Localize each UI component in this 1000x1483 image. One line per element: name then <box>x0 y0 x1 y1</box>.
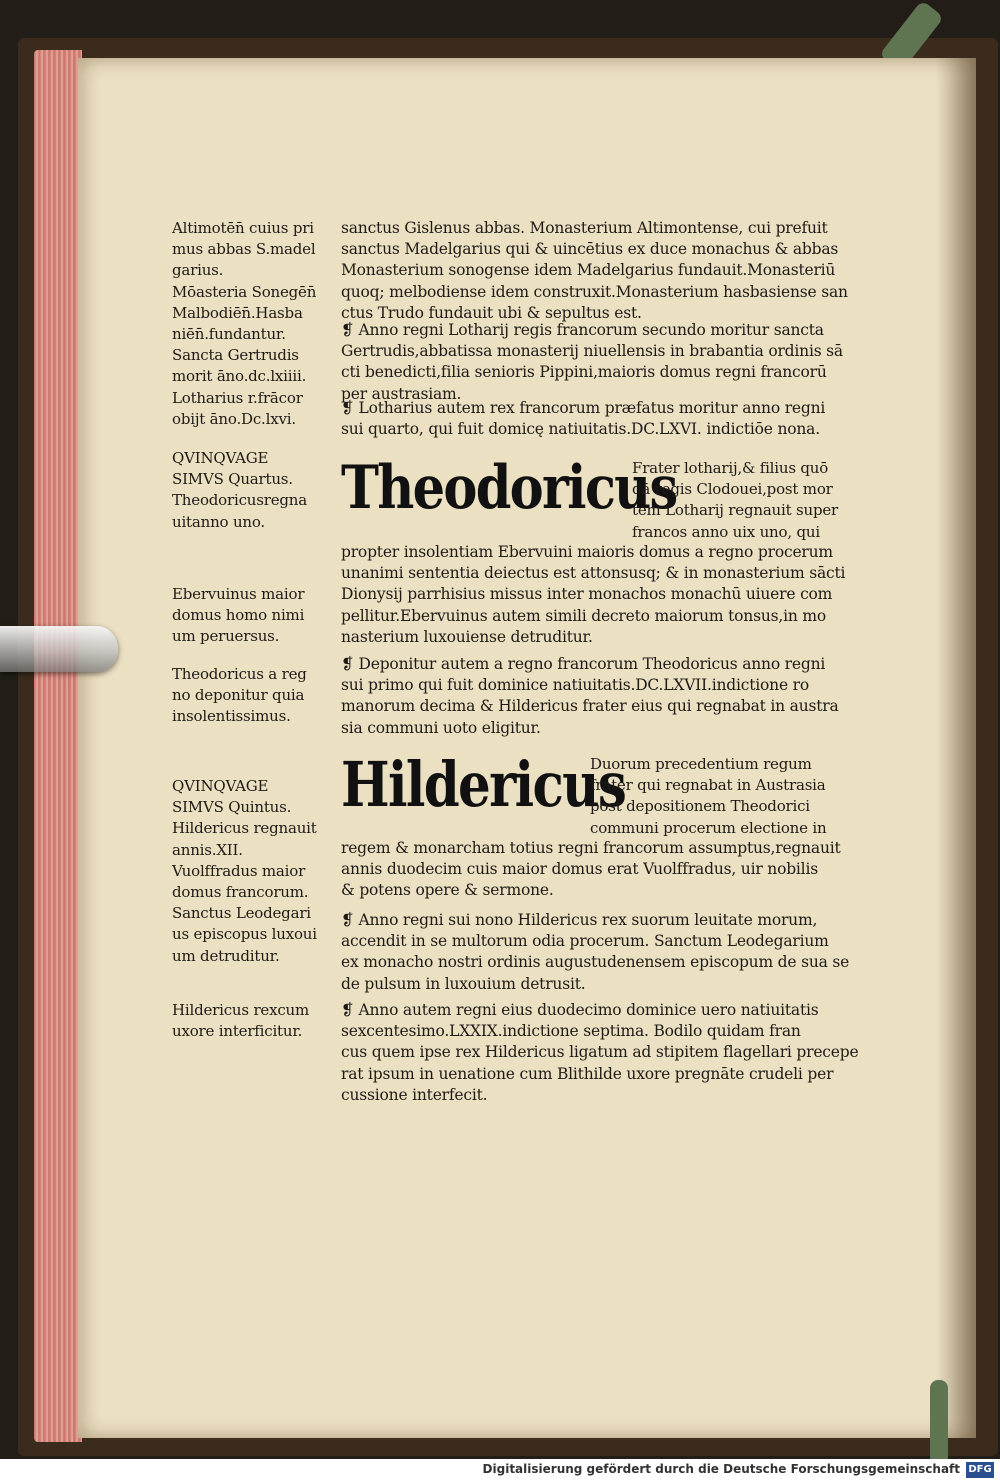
bookmark-ribbon-bottom <box>930 1380 948 1465</box>
text-line: QVINQVAGE <box>172 449 269 467</box>
dfg-logo: DFG <box>966 1462 994 1478</box>
text-line: sanctus Gislenus abbas. Monasterium Altimontense, cui prefuit <box>341 219 828 237</box>
text-line: tem Lotharij regnauit super <box>632 501 839 520</box>
margin-note-1 <box>172 218 327 430</box>
text-line: no deponitur quia <box>172 686 305 705</box>
text-line: Mōasteria Sonegēn̄ <box>172 282 317 301</box>
text-line: Dionysij parrhisius missus inter monachos monachū uiuere com <box>341 585 833 604</box>
text-line: Frater lotharij,& filius quō <box>632 459 829 477</box>
text-line: regem & monarcham totius regni francorum assumptus,regnauit <box>341 839 841 857</box>
text-line: annis duodecim cuis maior domus erat Vuolffradus, uir nobilis <box>341 860 818 879</box>
hildericus-body <box>341 838 846 902</box>
text-line: QVINQVAGE <box>172 777 269 795</box>
text-line: cus quem ipse rex Hildericus ligatum ad stipitem flagellari precepe <box>341 1043 859 1062</box>
text-line: Hildericus rexcum <box>172 1001 310 1019</box>
text-line: frater qui regnabat in Austrasia <box>590 776 826 795</box>
text-line: Ebervuinus maior <box>172 585 305 603</box>
text-line: um peruersus. <box>172 627 280 646</box>
text-line: sui primo qui fuit dominice natiuitatis.DC.LXVII.indictione ro <box>341 676 810 695</box>
text-line: de pulsum in luxouium detrusit. <box>341 974 586 993</box>
text-line: communi procerum electione in <box>590 818 827 837</box>
text-line: ex monacho nostri ordinis augustudenensem episcopum de sua se <box>341 953 850 972</box>
text-line: ❡ Lotharius autem rex francorum præfatus moritur anno regni <box>341 399 826 417</box>
text-line: pellitur.Ebervuinus autem simili decreto maiorum tonsus,in mo <box>341 606 826 625</box>
paragraph-2 <box>341 320 846 405</box>
text-line: uxore interficitur. <box>172 1022 303 1041</box>
paragraph-3 <box>341 398 846 440</box>
text-line: Vuolffradus maior <box>172 861 306 880</box>
text-line: domus francorum. <box>172 883 309 902</box>
text-line: Theodoricusregna <box>172 491 307 510</box>
text-line: ctus Trudo fundauit ubi & sepultus est. <box>341 303 642 322</box>
text-line: domus homo nimi <box>172 606 305 625</box>
text-line: insolentissimus. <box>172 707 291 726</box>
text-line: propter insolentiam Ebervuini maioris domus a regno procerum <box>341 543 833 561</box>
text-line: Gertrudis,abbatissa monasterij niuellensis in brabantia ordinis sā <box>341 342 843 361</box>
spine-shadow <box>936 58 976 1438</box>
heading-theodoricus: Theodoricus <box>341 453 677 523</box>
text-line: accendit in se multorum odia procerum. Sanctum Leodegarium <box>341 932 829 951</box>
text-line: dā regis Clodouei,post mor <box>632 480 833 499</box>
text-line: per austrasiam. <box>341 384 462 403</box>
margin-note-4 <box>172 664 327 728</box>
text-line: rat ipsum in uenatione cum Blithilde uxore pregnāte crudeli per <box>341 1064 834 1083</box>
hildericus-side-text <box>590 754 844 839</box>
text-line: SIMVS Quintus. <box>172 798 292 817</box>
footer-bar <box>0 1459 1000 1483</box>
text-line: morit āno.dc.lxiiii. <box>172 367 307 386</box>
text-line: um detruditur. <box>172 946 280 965</box>
text-line: Sanctus Leodegari <box>172 904 311 923</box>
glass-page-weight <box>0 626 118 672</box>
margin-note-6 <box>172 1000 327 1042</box>
text-line: ❡ Anno regni Lotharij regis francorum secundo moritur sancta <box>341 321 824 339</box>
text-line: Altimotēn̄ cuius pri <box>172 219 314 237</box>
text-line: Hildericus regnauit <box>172 819 317 838</box>
text-line: quoq; melbodiense idem construxit.Monasterium hasbasiense san <box>341 282 848 301</box>
text-line: mus abbas S.madel <box>172 240 316 259</box>
text-line: nasterium luxouiense detruditur. <box>341 627 593 646</box>
margin-note-5 <box>172 776 327 967</box>
text-line: annis.XII. <box>172 840 243 859</box>
text-line: Monasterium sonogense idem Madelgarius fundauit.Monasteriū <box>341 261 836 280</box>
theodoricus-side-text <box>632 458 844 543</box>
margin-note-3 <box>172 584 327 648</box>
text-line: us episcopus luxoui <box>172 925 317 944</box>
text-line: francos anno uix uno, qui <box>632 522 820 541</box>
paragraph-1 <box>341 218 846 324</box>
text-line: uitanno uno. <box>172 512 266 531</box>
paragraph-5 <box>341 910 850 995</box>
text-line: Sancta Gertrudis <box>172 346 299 365</box>
text-line: niēn̄.fundantur. <box>172 325 286 344</box>
text-line: Theodoricus a reg <box>172 665 307 683</box>
text-line: ❡ Anno regni sui nono Hildericus rex suorum leuitate morum, <box>341 911 818 929</box>
text-line: ❡ Anno autem regni eius duodecimo dominice uero natiuitatis <box>341 1001 819 1019</box>
text-line: sexcentesimo.LXXIX.indictione septima. Bodilo quidam fran <box>341 1022 801 1041</box>
text-line: obijt āno.Dc.lxvi. <box>172 409 296 428</box>
text-line: Duorum precedentium regum <box>590 755 812 773</box>
funding-credit: Digitalisierung gefördert durch die Deutsche Forschungsgemeinschaft <box>482 1462 960 1476</box>
text-line: cussione interfecit. <box>341 1085 488 1104</box>
paragraph-6 <box>341 1000 859 1106</box>
text-line: & potens opere & sermone. <box>341 881 554 900</box>
text-line: SIMVS Quartus. <box>172 470 293 489</box>
text-line: ❡ Deponitur autem a regno francorum Theodoricus anno regni <box>341 655 826 673</box>
text-line: garius. <box>172 261 224 280</box>
text-line: cti benedicti,filia senioris Pippini,maioris domus regni francorū <box>341 363 827 382</box>
margin-note-2 <box>172 448 327 533</box>
text-line: sui quarto, qui fuit domicę natiuitatis.DC.LXVI. indictiōe nona. <box>341 420 820 439</box>
text-line: unanimi sententia deiectus est attonsusq; & in monasterium sācti <box>341 564 846 583</box>
text-line: sia communi uoto eligitur. <box>341 718 541 737</box>
theodoricus-body <box>341 542 846 648</box>
paragraph-4 <box>341 654 846 739</box>
text-line: Malbodiēn̄.Hasba <box>172 303 303 322</box>
text-line: Lotharius r.frācor <box>172 388 303 407</box>
heading-hildericus: Hildericus <box>341 748 626 821</box>
text-line: manorum decima & Hildericus frater eius qui regnabat in austra <box>341 697 839 716</box>
page-edges <box>34 50 82 1442</box>
text-line: sanctus Madelgarius qui & uincētius ex duce monachus & abbas <box>341 240 839 259</box>
text-line: post depositionem Theodorici <box>590 797 810 816</box>
